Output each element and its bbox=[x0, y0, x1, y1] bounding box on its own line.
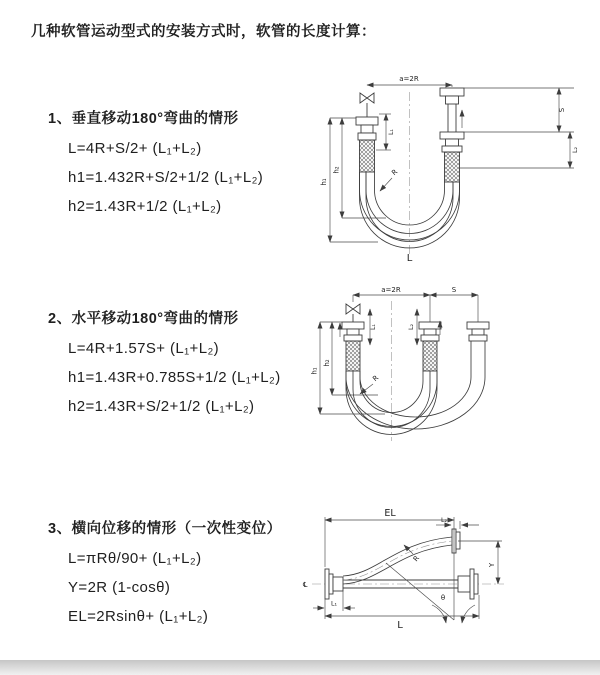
section-vertical-180 bbox=[48, 107, 263, 227]
dim-label-s: S bbox=[451, 286, 457, 294]
hose-u-bends bbox=[346, 341, 485, 435]
dim-label-h2: h₂ bbox=[323, 359, 331, 367]
dim-label-s: S bbox=[558, 107, 566, 113]
valve-icon bbox=[346, 304, 360, 322]
formula-h2: h2=1.43R+1/2 (L₁+L₂) bbox=[68, 198, 222, 215]
dim-label-l1: L₁ bbox=[370, 323, 377, 331]
diagram-lateral-displacement bbox=[298, 503, 598, 653]
diagram-horizontal-180-bend bbox=[305, 283, 595, 448]
formula-h1: h1=1.432R+S/2+1/2 (L₁+L₂) bbox=[68, 169, 264, 186]
centerline-mark: ℄ bbox=[303, 581, 308, 589]
formula-h1: h1=1.43R+0.785S+1/2 (L₁+L₂) bbox=[68, 369, 281, 386]
displaced-hose bbox=[343, 537, 452, 584]
formula-h2: h2=1.43R+S/2+1/2 (L₁+L₂) bbox=[68, 398, 255, 415]
dim-label-l1: L₁ bbox=[388, 128, 395, 136]
middle-pipe-fitting bbox=[419, 322, 441, 371]
dim-label-el: EL bbox=[384, 508, 396, 519]
page-title: 几种软管运动型式的安装方式时，软管的长度计算： bbox=[31, 24, 376, 40]
formula-EL: EL=2Rsinθ+ (L₁+L₂) bbox=[68, 608, 209, 625]
section-2-heading: 2、水平移动180°弯曲的情形 bbox=[48, 311, 239, 327]
dim-label-l-total: L bbox=[397, 620, 403, 631]
section-3-heading: 3、横向位移的情形（一次性变位） bbox=[48, 521, 282, 537]
valve-icon bbox=[360, 93, 374, 117]
dim-label-l2: L₂ bbox=[440, 517, 448, 524]
dim-s bbox=[460, 88, 575, 168]
dim-l bbox=[325, 595, 479, 631]
right-pipe-fitting bbox=[467, 322, 489, 341]
dim-label-r: R bbox=[371, 373, 381, 384]
left-pipe-fitting bbox=[356, 117, 378, 172]
dim-label-r: R bbox=[390, 167, 400, 178]
dim-l1 bbox=[370, 309, 377, 345]
dim-span-a2r bbox=[367, 75, 452, 87]
formula-L: L=4R+1.57S+ (L₁+L₂) bbox=[68, 340, 220, 357]
construction-lines bbox=[386, 529, 454, 620]
left-flange bbox=[325, 569, 343, 599]
formula-L: L=πRθ/90+ (L₁+L₂) bbox=[68, 550, 202, 567]
dim-label-r: R bbox=[411, 554, 422, 564]
dim-label-a2r: a=2R bbox=[381, 286, 401, 294]
radius-callout bbox=[404, 545, 421, 563]
dim-l1 bbox=[313, 591, 355, 611]
dim-label-l2: L₂ bbox=[572, 146, 579, 154]
page-bottom-edge bbox=[0, 660, 600, 675]
dim-label-a2r: a=2R bbox=[399, 75, 419, 83]
dim-label-h1: h₁ bbox=[310, 367, 319, 375]
dim-label-y: Y bbox=[488, 562, 496, 568]
radius-callout bbox=[380, 168, 399, 191]
dim-label-l1: L₁ bbox=[330, 600, 338, 608]
dim-span-a2r bbox=[353, 286, 478, 322]
dim-label-theta: θ bbox=[440, 594, 446, 602]
dim-label-l-total: L bbox=[406, 253, 413, 264]
dim-label-h1: h₁ bbox=[320, 178, 328, 186]
left-pipe-fitting bbox=[342, 322, 364, 371]
section-1-heading: 1、垂直移动180°弯曲的情形 bbox=[48, 111, 239, 127]
dim-label-l2: L₂ bbox=[408, 323, 415, 331]
section-horizontal-180 bbox=[48, 307, 281, 427]
formula-Y: Y=2R (1-cosθ) bbox=[68, 579, 171, 596]
dim-l2 bbox=[436, 517, 479, 529]
formula-L: L=4R+S/2+ (L₁+L₂) bbox=[68, 140, 202, 157]
angle-theta bbox=[432, 594, 475, 623]
dim-l2 bbox=[570, 132, 579, 168]
diagram-vertical-180-bend bbox=[316, 70, 586, 265]
dim-label-h2: h₂ bbox=[332, 166, 341, 174]
section-lateral-displacement bbox=[48, 517, 282, 637]
dim-el bbox=[325, 508, 454, 567]
dim-l1 bbox=[376, 114, 395, 150]
dim-l2 bbox=[408, 309, 417, 345]
